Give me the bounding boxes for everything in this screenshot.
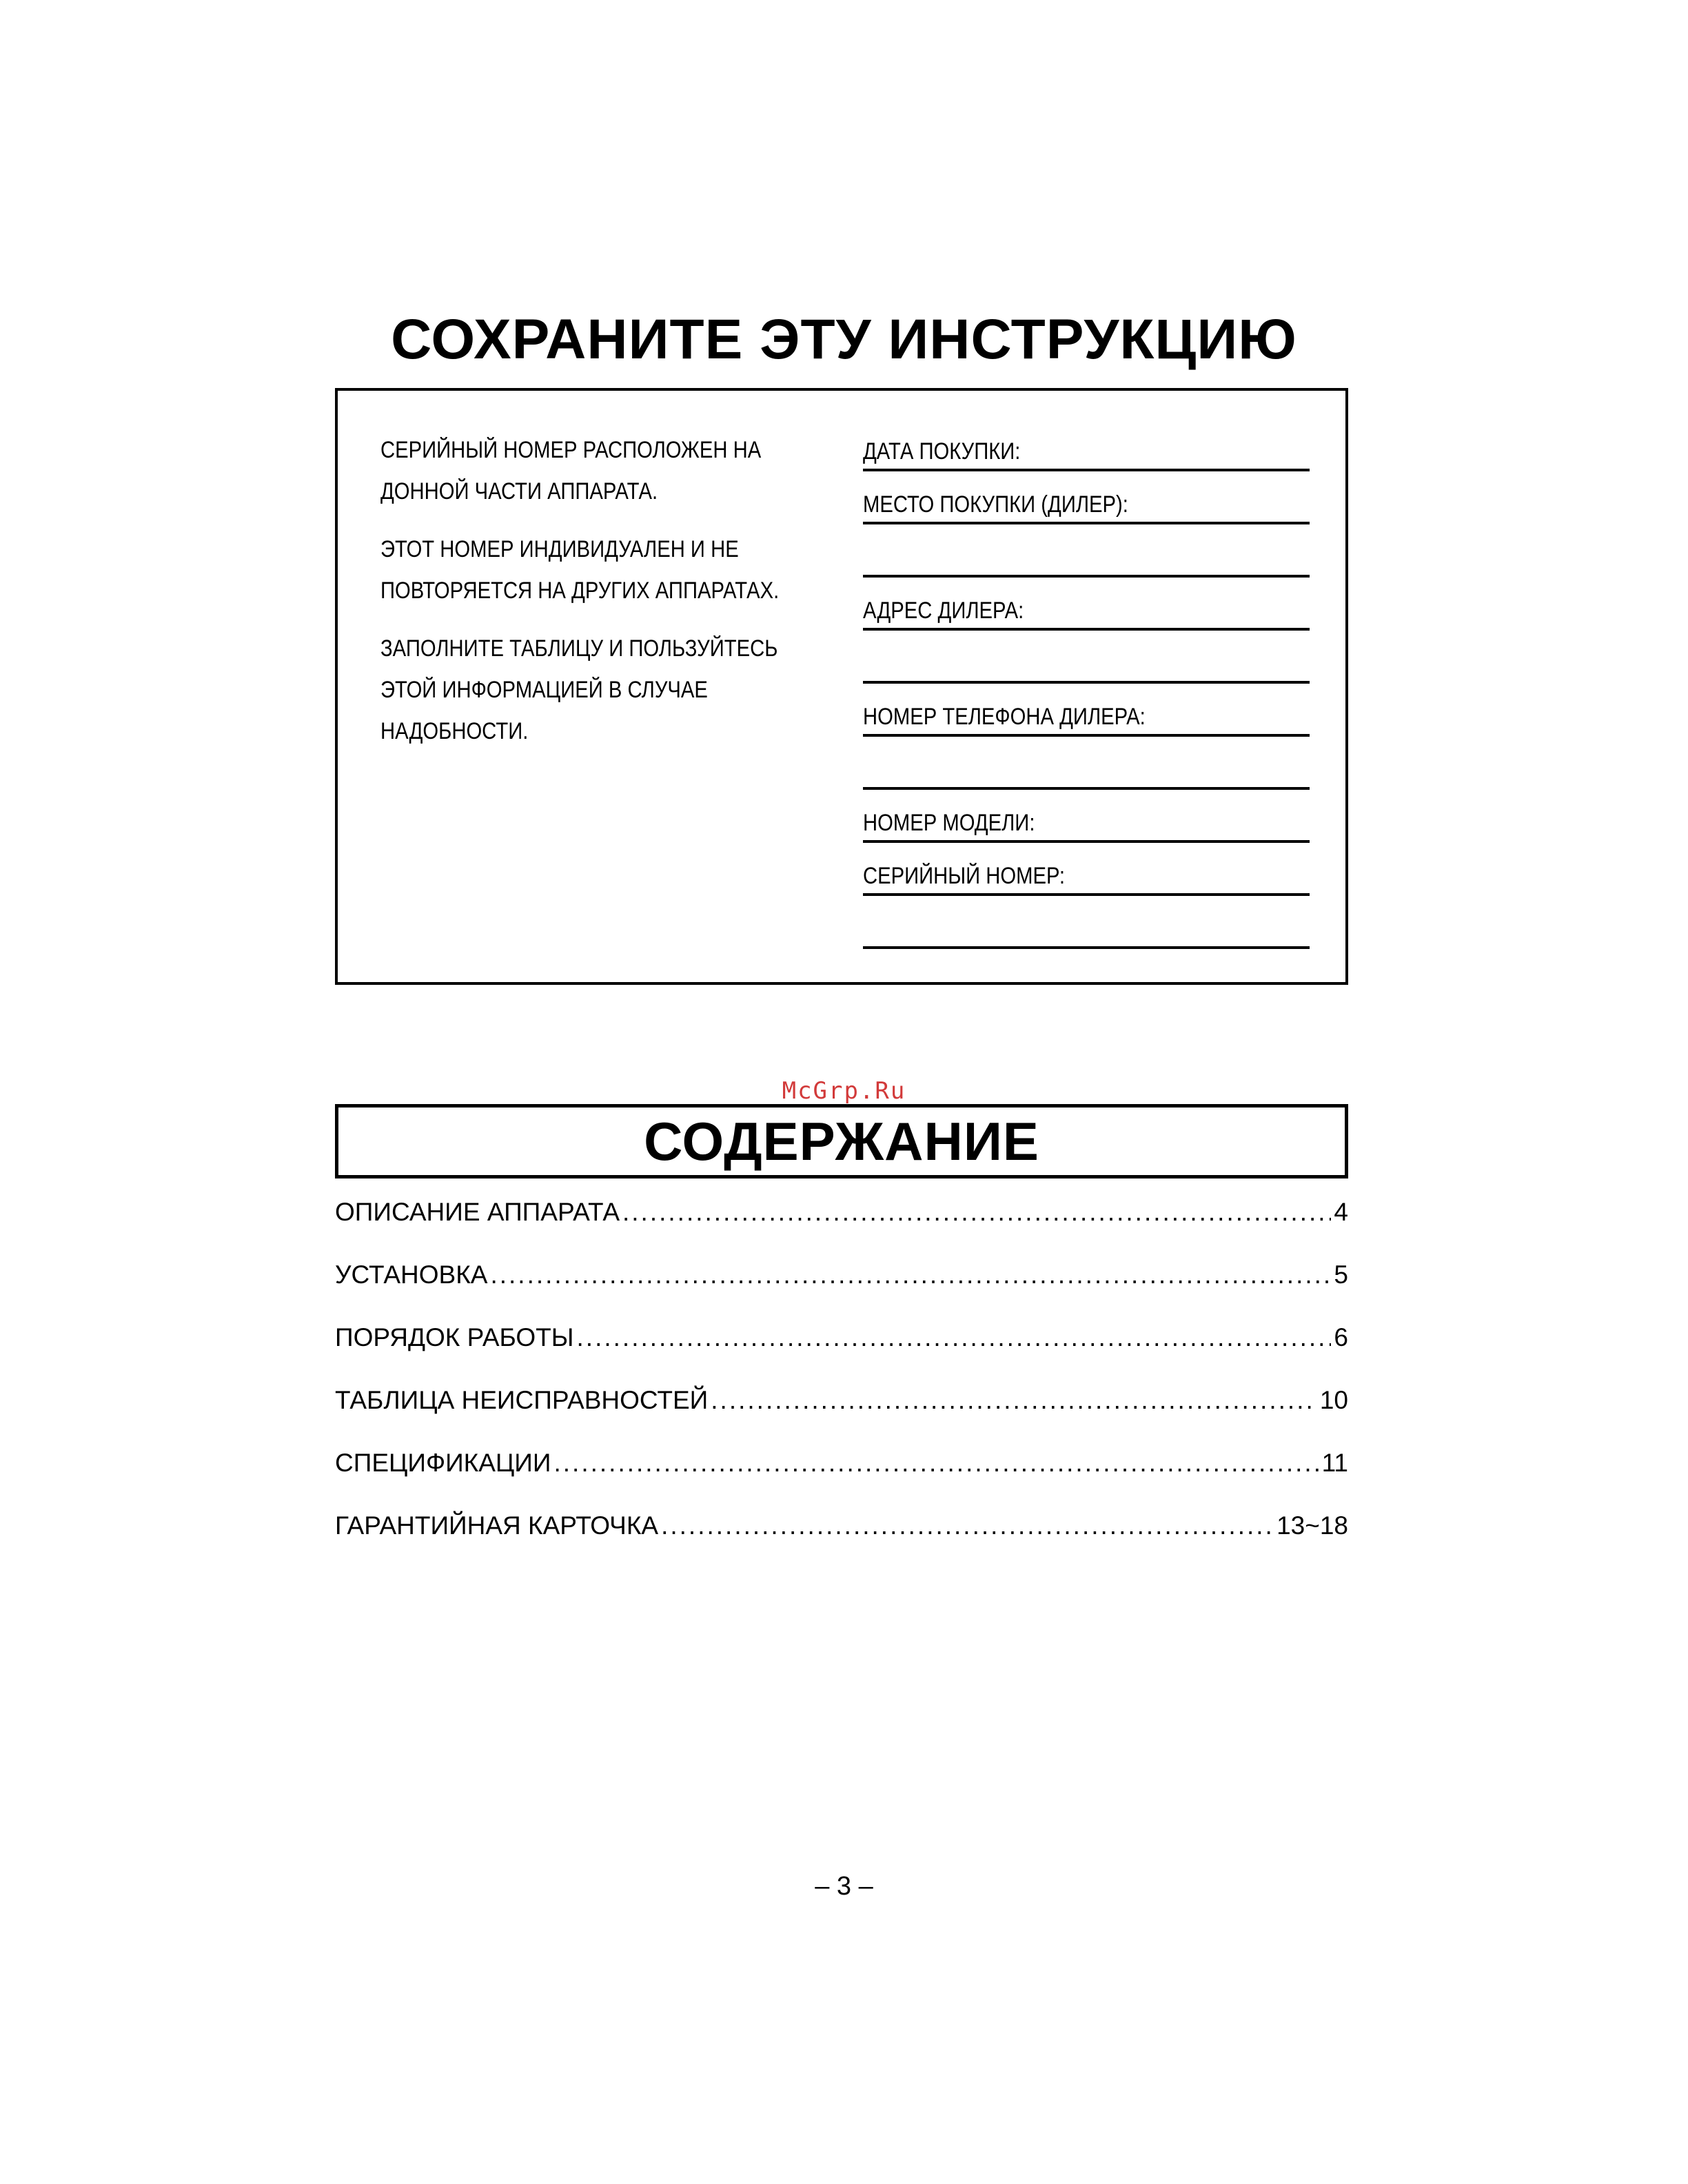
field-purchase-date <box>863 418 1310 471</box>
toc-entry <box>335 1387 1348 1450</box>
serial-info-box <box>335 388 1348 985</box>
watermark: McGrp.Ru <box>782 1077 906 1105</box>
toc-entry-page: 5 <box>1334 1261 1348 1289</box>
toc-entry-label: ПОРЯДОК РАБОТЫ <box>335 1323 574 1351</box>
toc-entry-page: 13~18 <box>1277 1511 1348 1540</box>
field-label: НОМЕР ТЕЛЕФОНА ДИЛЕРА: <box>863 704 1146 730</box>
instruction-paragraph <box>380 529 822 611</box>
field-blank-line <box>863 631 1310 684</box>
toc-leader-dots <box>661 1513 1274 1538</box>
toc-entry-label: СПЕЦИФИКАЦИИ <box>335 1449 551 1477</box>
toc-leader-dots <box>622 1199 1331 1225</box>
toc-entry-label: УСТАНОВКА <box>335 1261 488 1289</box>
field-blank-line <box>863 896 1310 949</box>
instruction-paragraph <box>380 628 822 752</box>
field-label: МЕСТО ПОКУПКИ (ДИЛЕР): <box>863 491 1128 518</box>
field-label: НОМЕР МОДЕЛИ: <box>863 810 1035 836</box>
toc-entry <box>335 1199 1348 1262</box>
toc-entry <box>335 1513 1348 1575</box>
serial-instructions <box>380 429 822 768</box>
toc-leader-dots <box>490 1262 1331 1287</box>
contents-title: СОДЕРЖАНИЕ <box>644 1111 1039 1172</box>
field-label: СЕРИЙНЫЙ НОМЕР: <box>863 863 1066 889</box>
field-label: ДАТА ПОКУПКИ: <box>863 438 1021 465</box>
page-title: СОХРАНИТЕ ЭТУ ИНСТРУКЦИЮ <box>391 308 1297 371</box>
toc-entry-page: 11 <box>1321 1449 1348 1477</box>
instruction-line: НАДОБНОСТИ. <box>380 718 529 744</box>
toc-entry-page: 10 <box>1319 1386 1348 1414</box>
page-number: – 3 – <box>815 1872 873 1901</box>
instruction-line: СЕРИЙНЫЙ НОМЕР РАСПОЛОЖЕН НА <box>380 437 762 463</box>
instruction-line: ДОННОЙ ЧАСТИ АППАРАТА. <box>380 478 658 504</box>
toc-entry-page: 6 <box>1334 1323 1348 1351</box>
field-serial-number <box>863 843 1310 896</box>
field-dealer-address <box>863 578 1310 631</box>
toc-leader-dots <box>553 1450 1319 1476</box>
toc-entry-label: ТАБЛИЦА НЕИСПРАВНОСТЕЙ <box>335 1386 709 1414</box>
instruction-line: ЭТОЙ ИНФОРМАЦИЕЙ В СЛУЧАЕ <box>380 677 708 703</box>
toc-entry <box>335 1262 1348 1325</box>
toc-entry-label: ГАРАНТИЙНАЯ КАРТОЧКА <box>335 1511 659 1540</box>
toc-entry <box>335 1325 1348 1387</box>
field-dealer-phone <box>863 684 1310 737</box>
field-blank-line <box>863 737 1310 790</box>
field-dealer <box>863 471 1310 524</box>
purchase-form <box>863 418 1310 949</box>
toc-leader-dots <box>577 1325 1332 1350</box>
field-label: АДРЕС ДИЛЕРА: <box>863 598 1024 624</box>
instruction-line: ПОВТОРЯЕТСЯ НА ДРУГИХ АППАРАТАХ. <box>380 578 780 604</box>
contents-header-box <box>335 1104 1348 1178</box>
table-of-contents <box>335 1199 1348 1575</box>
toc-entry-label: ОПИСАНИЕ АППАРАТА <box>335 1198 620 1226</box>
instruction-line: ЭТОТ НОМЕР ИНДИВИДУАЛЕН И НЕ <box>380 536 739 562</box>
instruction-paragraph <box>380 429 822 512</box>
toc-entry <box>335 1450 1348 1513</box>
toc-leader-dots <box>711 1387 1317 1413</box>
toc-entry-page: 4 <box>1334 1198 1348 1226</box>
field-blank-line <box>863 524 1310 578</box>
instruction-line: ЗАПОЛНИТЕ ТАБЛИЦУ И ПОЛЬЗУЙТЕСЬ <box>380 635 778 662</box>
field-model-number <box>863 790 1310 843</box>
